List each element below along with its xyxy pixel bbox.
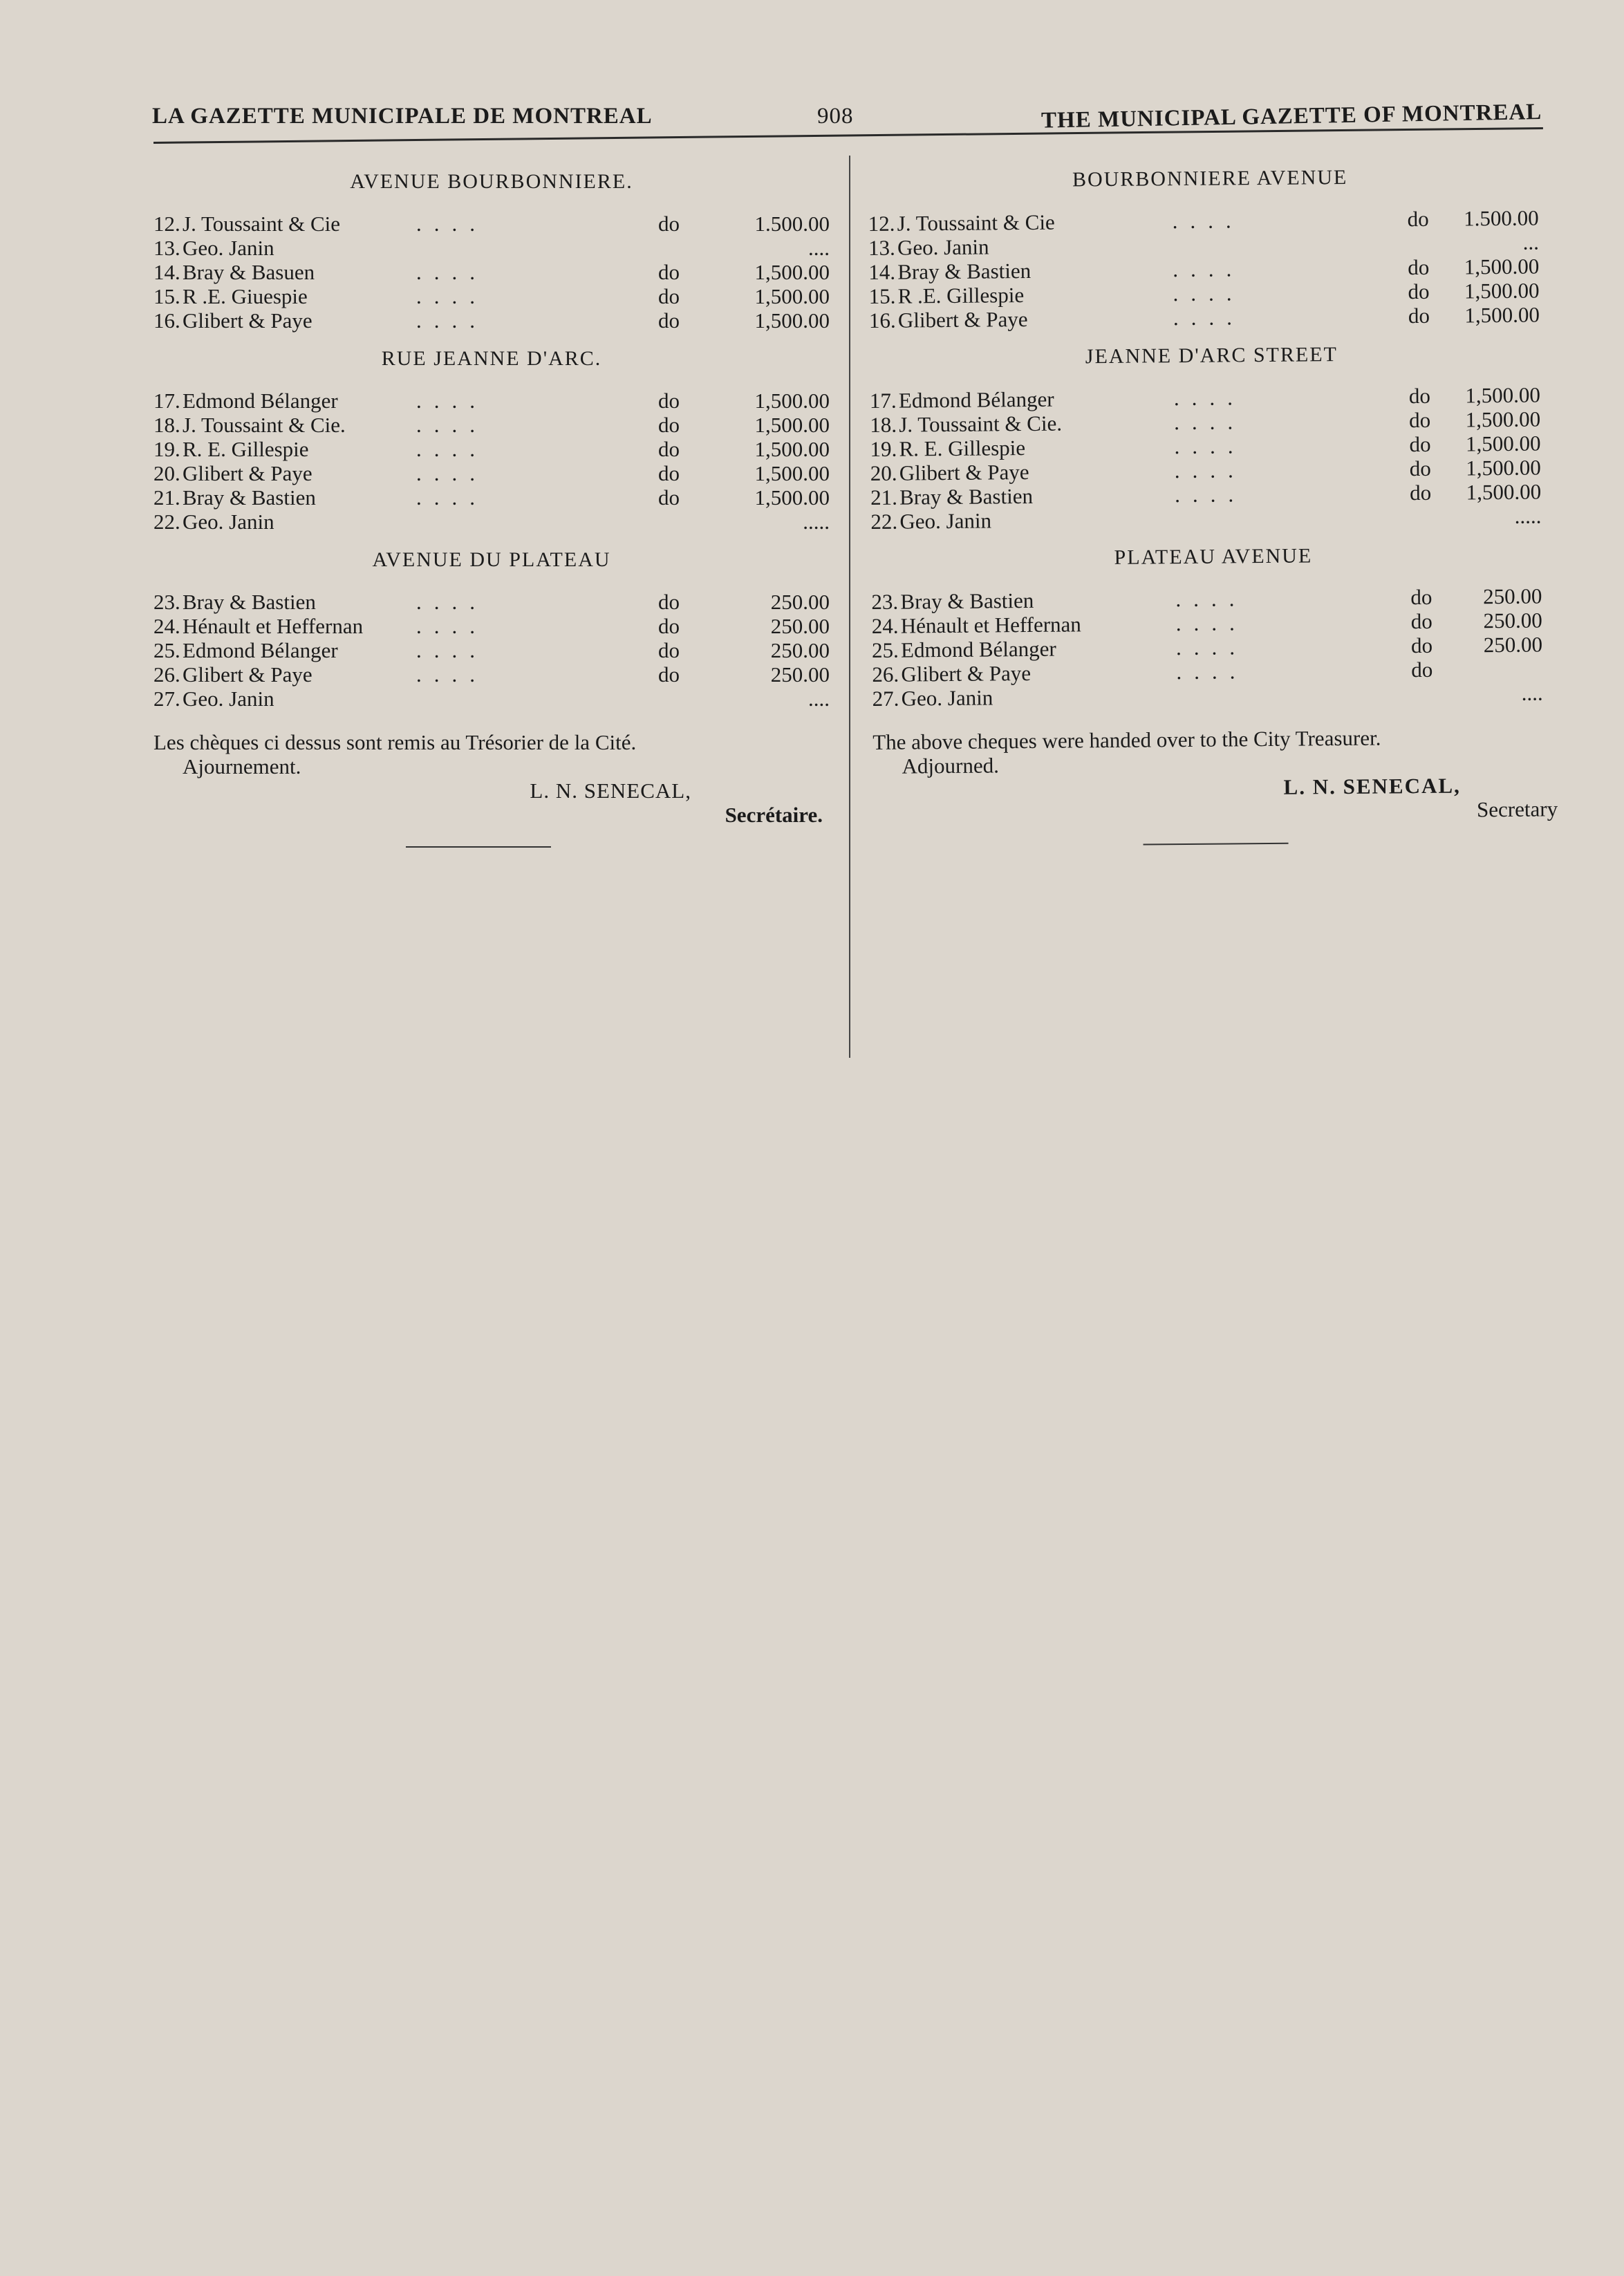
ditto-mark: do	[658, 308, 680, 333]
contractor-name: Geo. Janin	[183, 687, 274, 711]
row-number: 13.	[153, 236, 180, 260]
header-french-title: LA GAZETTE MUNICIPALE DE MONTREAL	[152, 104, 653, 129]
leader-dots: ....	[1174, 482, 1247, 507]
signature: L. N. SENECAL,	[530, 778, 691, 803]
leader-dots: ....	[416, 389, 487, 413]
table-row	[872, 680, 1557, 711]
deposit-amount: 250.00	[1483, 584, 1542, 609]
section-title: AVENUE DU PLATEAU	[372, 548, 611, 571]
contractor-name: R. E. Gillespie	[899, 436, 1026, 461]
row-number: 12.	[153, 212, 180, 236]
table-row	[153, 260, 830, 284]
ditto-mark: do	[658, 662, 680, 687]
row-number: 23.	[153, 590, 180, 614]
closing-paragraph: Les chèques ci dessus sont remis au Trésorier de la Cité.	[153, 730, 637, 754]
contractor-name: Glibert & Paye	[183, 662, 312, 687]
section-title: JEANNE D'ARC STREET	[1085, 343, 1338, 369]
row-number: 20.	[870, 460, 897, 485]
leader-dots: ....	[416, 284, 487, 308]
signature-title: Secrétaire.	[725, 803, 823, 827]
contractor-name: J. Toussaint & Cie	[183, 212, 341, 236]
contractor-name: R .E. Giuespie	[183, 284, 308, 308]
contractor-name: Hénault et Heffernan	[900, 612, 1081, 638]
ditto-mark: do	[1410, 633, 1433, 658]
table-row	[869, 302, 1553, 333]
leader-dots: ....	[416, 662, 487, 687]
deposit-amount: 250.00	[770, 614, 830, 638]
ditto-mark: do	[1410, 584, 1432, 610]
closing-rule	[1144, 843, 1289, 846]
ditto-mark: do	[658, 461, 680, 485]
row-number: 14.	[868, 259, 896, 284]
ditto-mark: do	[658, 485, 680, 510]
row-number: 19.	[870, 436, 897, 461]
leader-dots: ....	[1175, 635, 1248, 660]
ditto-mark: do	[658, 284, 680, 308]
row-number: 15.	[868, 283, 896, 308]
leader-dots: ....	[1175, 586, 1247, 612]
adjournment-note: Ajournement.	[183, 754, 301, 778]
row-number: 14.	[153, 260, 180, 284]
ditto-mark: do	[1408, 303, 1430, 328]
deposit-amount: .....	[803, 510, 830, 534]
header-english-title: THE MUNICIPAL GAZETTE OF MONTREAL	[1040, 100, 1542, 133]
leader-dots: ....	[416, 308, 487, 333]
contractor-name: Geo. Janin	[899, 508, 992, 534]
row-number: 13.	[868, 235, 895, 260]
ditto-mark: do	[1409, 407, 1431, 433]
deposit-amount: 1.500.00	[1463, 205, 1539, 231]
deposit-amount: 1,500.00	[1466, 455, 1541, 481]
row-number: 17.	[153, 389, 180, 413]
section-title: PLATEAU AVENUE	[1114, 544, 1313, 569]
contractor-name: Edmond Bélanger	[183, 389, 338, 413]
closing-paragraph: The above cheques were handed over to the City Treasurer.	[872, 725, 1381, 754]
section-title: BOURBONNIERE AVENUE	[1072, 165, 1348, 192]
ditto-mark: do	[1407, 206, 1429, 232]
deposit-amount: 1,500.00	[1464, 302, 1540, 328]
ditto-mark: do	[658, 614, 680, 638]
ditto-mark: do	[658, 638, 680, 662]
contractor-name: Geo. Janin	[901, 685, 993, 711]
contractor-name: Bray & Bastien	[900, 588, 1034, 614]
contractor-name: Edmond Bélanger	[183, 638, 338, 662]
row-number: 27.	[872, 686, 899, 711]
leader-dots: ....	[416, 638, 487, 662]
ditto-mark: do	[1409, 480, 1432, 505]
deposit-amount: 1,500.00	[1466, 479, 1542, 505]
contractor-name: R .E. Gillespie	[897, 283, 1025, 308]
leader-dots: ....	[416, 413, 487, 437]
table-row	[153, 614, 830, 638]
contractor-name: Bray & Bastien	[183, 590, 316, 614]
contractor-name: Bray & Bastien	[897, 258, 1032, 284]
page-number: 908	[817, 104, 854, 129]
table-row	[153, 485, 830, 510]
leader-dots: ....	[416, 260, 487, 284]
deposit-amount: 250.00	[1483, 632, 1543, 657]
contractor-name: Bray & Bastien	[899, 483, 1034, 510]
table-row	[153, 461, 830, 485]
deposit-amount: 250.00	[770, 590, 830, 614]
leader-dots: ....	[416, 590, 487, 614]
contractor-name: Edmond Bélanger	[898, 386, 1054, 413]
row-number: 16.	[868, 308, 896, 333]
table-row	[153, 413, 830, 437]
row-number: 25.	[153, 638, 180, 662]
row-number: 19.	[153, 437, 180, 461]
leader-dots: ....	[1174, 409, 1246, 435]
deposit-amount: 1,500.00	[754, 308, 830, 333]
row-number: 26.	[153, 662, 180, 687]
table-row	[153, 510, 830, 534]
leader-dots: ....	[1173, 281, 1244, 306]
deposit-amount: 1,500.00	[1464, 254, 1540, 279]
ditto-mark: do	[658, 437, 680, 461]
table-row	[153, 687, 830, 711]
contractor-name: Bray & Bastien	[183, 485, 316, 510]
ditto-mark: do	[658, 590, 680, 614]
ditto-mark: do	[1408, 279, 1430, 304]
table-row	[870, 503, 1555, 534]
row-number: 18.	[870, 412, 897, 437]
row-number: 24.	[153, 614, 180, 638]
deposit-amount: 1,500.00	[754, 437, 830, 461]
deposit-amount: ...	[1522, 230, 1540, 254]
leader-dots: ....	[416, 485, 487, 510]
deposit-amount: 250.00	[770, 638, 830, 662]
closing-rule	[406, 846, 551, 848]
ditto-mark: do	[1408, 254, 1430, 280]
leader-dots: ....	[1173, 385, 1246, 411]
deposit-amount: 1,500.00	[754, 389, 830, 413]
leader-dots: ....	[416, 212, 487, 236]
deposit-amount: 1,500.00	[1464, 278, 1540, 304]
leader-dots: ....	[1176, 659, 1248, 684]
table-row	[153, 308, 830, 333]
ditto-mark: do	[1410, 608, 1432, 634]
row-number: 20.	[153, 461, 180, 485]
row-number: 22.	[870, 509, 898, 534]
english-column	[868, 156, 1558, 848]
column-divider	[849, 156, 850, 1058]
leader-dots: ....	[1174, 458, 1246, 483]
row-number: 22.	[153, 510, 180, 534]
ditto-mark: do	[658, 260, 680, 284]
contractor-name: Glibert & Paye	[897, 306, 1028, 333]
deposit-amount: 1,500.00	[754, 413, 830, 437]
ditto-mark: do	[1409, 456, 1431, 481]
table-row	[153, 590, 830, 614]
ditto-mark: do	[1411, 657, 1433, 682]
contractor-name: Glibert & Paye	[183, 308, 312, 333]
section-title: AVENUE BOURBONNIERE.	[350, 170, 633, 193]
contractor-name: J. Toussaint & Cie.	[183, 413, 346, 437]
row-number: 18.	[153, 413, 180, 437]
deposit-amount: 1,500.00	[1465, 382, 1541, 408]
deposit-amount: 1,500.00	[754, 461, 830, 485]
deposit-amount: ....	[1521, 680, 1543, 705]
signature: L. N. SENECAL,	[1283, 773, 1461, 799]
deposit-amount: 1,500.00	[1465, 407, 1541, 432]
contractor-name: Glibert & Paye	[901, 660, 1032, 687]
row-number: 21.	[870, 485, 898, 510]
table-row	[153, 236, 830, 260]
table-row	[153, 662, 830, 687]
leader-dots: ....	[1173, 305, 1245, 330]
row-number: 21.	[153, 485, 180, 510]
row-number: 26.	[872, 662, 899, 687]
contractor-name: Hénault et Heffernan	[183, 614, 364, 638]
leader-dots: ....	[416, 437, 487, 461]
deposit-amount: 250.00	[770, 662, 830, 687]
adjournment-note: Adjourned.	[902, 753, 1000, 778]
leader-dots: ....	[1173, 256, 1244, 282]
row-number: 16.	[153, 308, 180, 333]
deposit-amount: 1,500.00	[1465, 431, 1541, 456]
contractor-name: Geo. Janin	[183, 510, 274, 534]
deposit-amount: 250.00	[1483, 608, 1542, 633]
ditto-mark: do	[1409, 431, 1431, 457]
contractor-name: Geo. Janin	[897, 234, 989, 260]
table-row	[153, 284, 830, 308]
deposit-amount: 1.500.00	[754, 212, 830, 236]
row-number: 12.	[868, 211, 895, 236]
deposit-amount: ....	[808, 236, 830, 260]
leader-dots: ....	[416, 614, 487, 638]
ditto-mark: do	[658, 389, 680, 413]
table-row	[153, 389, 830, 413]
table-row	[153, 437, 830, 461]
row-number: 24.	[871, 613, 899, 638]
ditto-mark: do	[658, 413, 680, 437]
row-number: 15.	[153, 284, 180, 308]
deposit-amount: .....	[1514, 503, 1542, 528]
row-number: 27.	[153, 687, 180, 711]
contractor-name: Geo. Janin	[183, 236, 274, 260]
contractor-name: J. Toussaint & Cie	[897, 209, 1055, 236]
french-column	[153, 156, 830, 848]
deposit-amount: 1,500.00	[754, 485, 830, 510]
row-number: 23.	[871, 589, 899, 614]
leader-dots: ....	[416, 461, 487, 485]
page-header	[152, 97, 1542, 138]
deposit-amount: 1,500.00	[754, 260, 830, 284]
deposit-amount: 1,500.00	[754, 284, 830, 308]
leader-dots: ....	[1172, 208, 1244, 234]
contractor-name: Edmond Bélanger	[900, 636, 1056, 662]
leader-dots: ....	[1174, 433, 1246, 459]
contractor-name: Glibert & Paye	[899, 459, 1029, 485]
ditto-mark: do	[658, 212, 680, 236]
contractor-name: Bray & Basuen	[183, 260, 315, 284]
leader-dots: ....	[1175, 610, 1247, 636]
ditto-mark: do	[1408, 383, 1431, 409]
table-row	[153, 638, 830, 662]
signature-title: Secretary	[1476, 796, 1558, 822]
row-number: 25.	[871, 637, 899, 662]
deposit-amount: ....	[808, 687, 830, 711]
row-number: 17.	[869, 388, 897, 413]
contractor-name: J. Toussaint & Cie.	[899, 411, 1063, 437]
table-row	[153, 212, 830, 236]
contractor-name: Glibert & Paye	[183, 461, 312, 485]
section-title: RUE JEANNE D'ARC.	[381, 347, 602, 370]
contractor-name: R. E. Gillespie	[183, 437, 309, 461]
